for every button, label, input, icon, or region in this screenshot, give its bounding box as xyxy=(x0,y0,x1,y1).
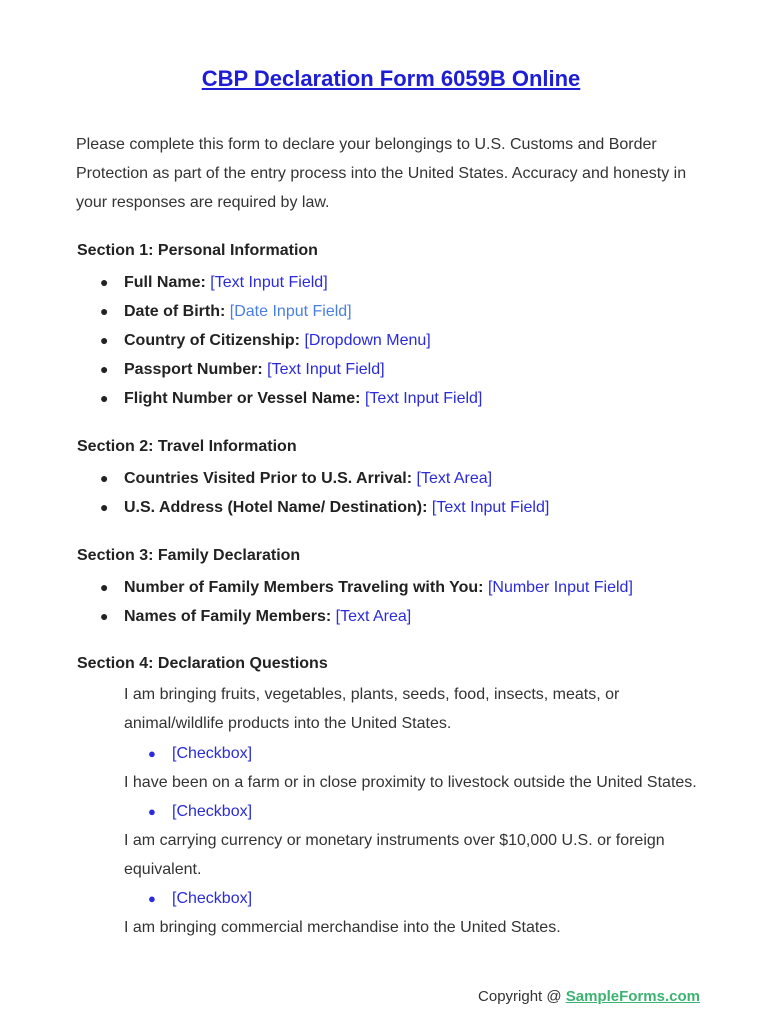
question-agricultural: I am bringing fruits, vegetables, plants, seeds, food, insects, meats, or animal/wildlife products into the United States. xyxy=(124,686,620,732)
bullet-icon: ● xyxy=(100,579,109,595)
brand-link[interactable]: SampleForms.com xyxy=(565,988,700,1005)
bullet-icon: ● xyxy=(100,274,109,290)
checkbox-agricultural[interactable] xyxy=(148,739,252,768)
bullet-icon: ● xyxy=(100,608,109,624)
list-item xyxy=(100,297,482,326)
list-item xyxy=(100,464,549,493)
section-3-heading: Section 3: Family Declaration xyxy=(77,547,301,564)
section-4-heading: Section 4: Declaration Questions xyxy=(77,655,328,672)
us-address-input[interactable]: [Text Input Field] xyxy=(431,499,550,516)
passport-number-input[interactable]: [Text Input Field] xyxy=(267,361,385,378)
flight-number-input[interactable]: [Text Input Field] xyxy=(364,390,483,407)
bullet-icon: ● xyxy=(100,303,109,319)
section-2-field-list xyxy=(100,464,549,522)
page-title[interactable]: CBP Declaration Form 6059B Online xyxy=(201,66,581,91)
question-currency: I am carrying currency or monetary instruments over $10,000 U.S. or foreign equivalent. xyxy=(124,832,665,878)
bullet-icon: ● xyxy=(148,746,156,761)
family-names-textarea[interactable]: [Text Area] xyxy=(335,608,412,625)
field-label: Names of Family Members: xyxy=(124,608,332,625)
list-item xyxy=(100,573,633,602)
date-of-birth-input[interactable]: [Date Input Field] xyxy=(229,303,352,320)
countries-visited-textarea[interactable]: [Text Area] xyxy=(416,470,493,487)
field-label: Full Name: xyxy=(124,274,206,291)
family-members-number-input[interactable]: [Number Input Field] xyxy=(487,579,633,596)
bullet-icon: ● xyxy=(100,470,109,486)
list-item xyxy=(100,384,482,413)
checkbox-label: [Checkbox] xyxy=(172,890,253,907)
question-merchandise: I am bringing commercial merchandise into the United States. xyxy=(124,919,561,936)
list-item xyxy=(100,326,482,355)
field-label: Flight Number or Vessel Name: xyxy=(124,390,361,407)
section-3-field-list xyxy=(100,573,633,631)
checkbox-currency[interactable] xyxy=(148,884,252,913)
section-2-heading: Section 2: Travel Information xyxy=(77,438,297,455)
intro-paragraph: Please complete this form to declare your belongings to U.S. Customs and Border Protection as part of the entry process into the United States. Accuracy and honesty in your responses are required by law. xyxy=(76,136,687,211)
list-item xyxy=(100,602,633,631)
section-1-field-list xyxy=(100,268,482,413)
field-label: Date of Birth: xyxy=(124,303,226,320)
bullet-icon: ● xyxy=(100,332,109,348)
copyright-text: Copyright @ xyxy=(478,988,566,1005)
field-label: U.S. Address (Hotel Name/ Destination): xyxy=(124,499,428,516)
full-name-input[interactable]: [Text Input Field] xyxy=(210,274,328,291)
bullet-icon: ● xyxy=(100,499,109,515)
bullet-icon: ● xyxy=(148,891,156,906)
checkbox-farm[interactable] xyxy=(148,797,252,826)
list-item xyxy=(100,493,549,522)
field-label: Passport Number: xyxy=(124,361,263,378)
bullet-icon: ● xyxy=(148,804,156,819)
section-1-heading: Section 1: Personal Information xyxy=(77,242,318,259)
bullet-icon: ● xyxy=(100,361,109,377)
copyright-footer xyxy=(478,986,700,1008)
checkbox-label: [Checkbox] xyxy=(172,803,253,820)
list-item xyxy=(100,268,482,297)
bullet-icon: ● xyxy=(100,390,109,406)
list-item xyxy=(100,355,482,384)
question-farm: I have been on a farm or in close proximity to livestock outside the United States. xyxy=(124,774,697,791)
field-label: Number of Family Members Traveling with You: xyxy=(124,579,484,596)
checkbox-label: [Checkbox] xyxy=(172,745,253,762)
citizenship-dropdown[interactable]: [Dropdown Menu] xyxy=(304,332,431,349)
field-label: Country of Citizenship: xyxy=(124,332,300,349)
field-label: Countries Visited Prior to U.S. Arrival: xyxy=(124,470,413,487)
